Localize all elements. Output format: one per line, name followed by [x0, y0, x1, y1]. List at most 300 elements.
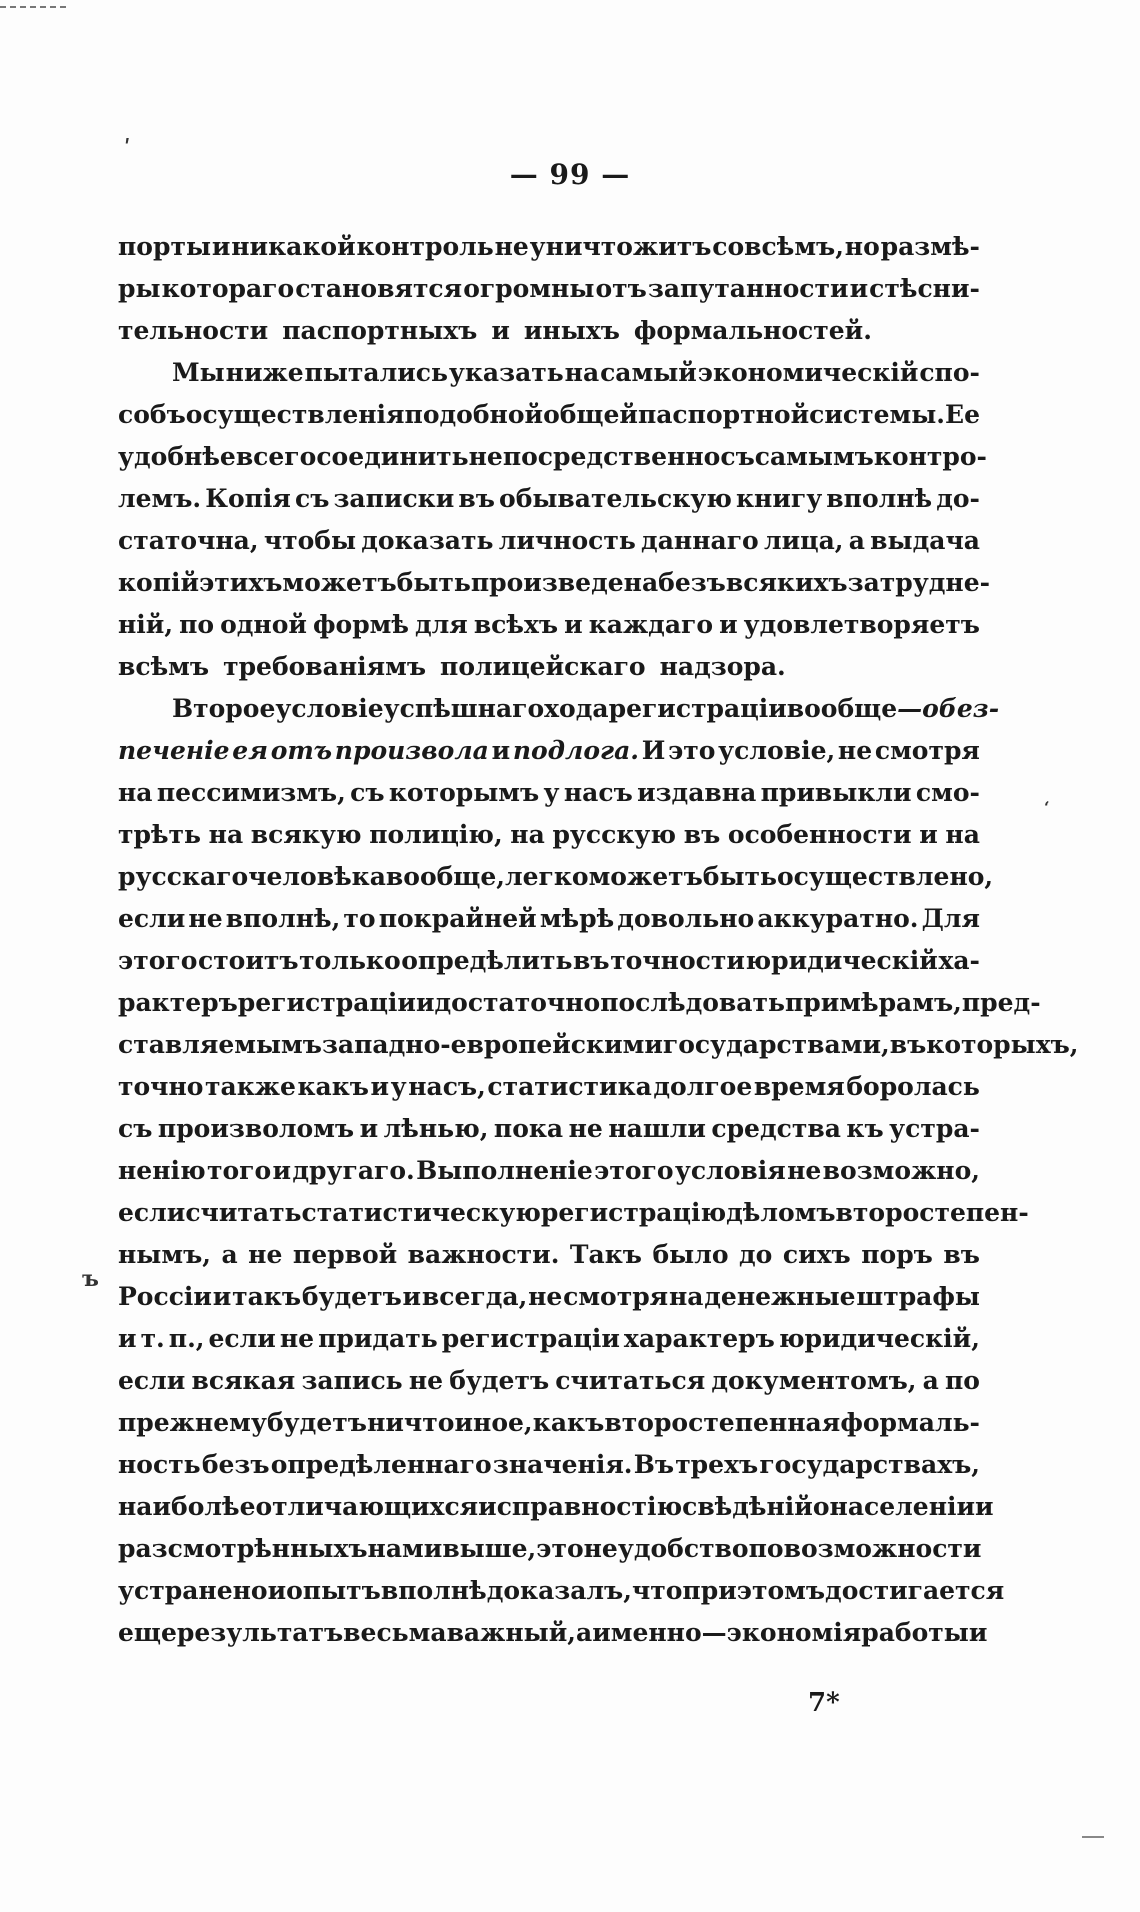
word: всегда, [421, 1282, 528, 1311]
word: пред- [961, 988, 1041, 1017]
word: доказать [361, 526, 494, 555]
word: вполнѣ [826, 484, 933, 513]
word: и [272, 1156, 292, 1185]
word: запись [301, 1366, 403, 1395]
word: соединить [316, 442, 469, 471]
word: регистраціи [441, 1324, 620, 1353]
word: произведена [470, 568, 659, 597]
word: придать [318, 1324, 438, 1353]
word: неудобство [583, 1534, 749, 1563]
word: записки [333, 484, 455, 513]
word: Такъ [569, 1240, 642, 1269]
word: и [267, 1576, 287, 1605]
word: п., [168, 1324, 205, 1353]
word: привыкли [760, 778, 912, 807]
word: насъ [563, 778, 633, 807]
word: полицейскаго [440, 652, 646, 681]
word: отъ [270, 736, 333, 765]
word: ность [118, 1450, 201, 1479]
word: произвола [334, 736, 489, 765]
word: лица, [763, 526, 844, 555]
word: и [118, 1324, 137, 1353]
text-line [118, 856, 994, 898]
word: совсѣмъ, [712, 232, 844, 261]
word: государствахъ, [759, 1450, 980, 1479]
word: такъ [232, 1282, 302, 1311]
word: формаль- [840, 1408, 980, 1437]
word: русскаго [118, 862, 249, 891]
word: и [212, 1282, 232, 1311]
word: результатъ [176, 1618, 344, 1647]
margin-mark: ъ [82, 1266, 99, 1292]
word: этого [594, 1156, 674, 1185]
word: съ [118, 1114, 153, 1143]
word: еще [118, 1618, 177, 1647]
word: произволомъ [157, 1114, 355, 1143]
word: если [118, 1198, 186, 1227]
word: можетъ [282, 568, 397, 597]
text-line [118, 688, 1000, 730]
word: условіе [275, 694, 384, 723]
word: денежные [704, 1282, 856, 1311]
word: на [208, 820, 244, 849]
scan-edge-rule-bottom [1082, 1836, 1104, 1838]
word: контро- [873, 442, 987, 471]
word: покрайней [378, 904, 537, 933]
word: свѣдѣній [682, 1492, 813, 1521]
word: и [849, 274, 869, 303]
word: населеніи [829, 1492, 976, 1521]
word: при [682, 1576, 737, 1605]
word: обывательскую [499, 484, 732, 513]
word: издавна [637, 778, 757, 807]
word: и [359, 1114, 379, 1143]
word: въ [683, 820, 721, 849]
text-line [118, 1360, 980, 1402]
text-line [118, 940, 980, 982]
word: въ [573, 946, 610, 975]
word: полицію, [369, 820, 503, 849]
word: устра- [889, 1114, 980, 1143]
word: наиболѣе [118, 1492, 256, 1521]
word: Въ [633, 1450, 674, 1479]
word: не [279, 1324, 315, 1353]
text-line [118, 478, 980, 520]
word: до [739, 1240, 773, 1269]
word: вообще, [385, 862, 505, 891]
text-line [118, 814, 980, 856]
word: у [543, 778, 560, 807]
word: юридическій, [778, 1324, 980, 1353]
word: паспортныхъ [282, 316, 478, 345]
word: и [564, 610, 583, 639]
word: возможно, [822, 1156, 980, 1185]
word: средства [711, 1114, 841, 1143]
word: непосредственно [468, 442, 721, 471]
word: а [221, 1240, 238, 1269]
text-line [118, 1150, 980, 1192]
text-line [118, 1486, 994, 1528]
word: самымъ [754, 442, 874, 471]
word: которыхъ, [926, 1030, 1079, 1059]
word: хода [544, 694, 609, 723]
word: этого [118, 946, 198, 975]
word: огромны [463, 274, 595, 303]
text-line [118, 1318, 980, 1360]
word: Для [921, 904, 980, 933]
word: это [668, 736, 716, 765]
text-line [118, 1402, 980, 1444]
word: смотря [563, 1282, 669, 1311]
word: документомъ, [711, 1366, 917, 1395]
word: копій [118, 568, 200, 597]
word: о [812, 1492, 830, 1521]
word: и [491, 316, 510, 345]
word: всякую [250, 820, 362, 849]
word: ниже [225, 358, 304, 387]
text-line [118, 226, 980, 268]
body-text [118, 226, 1079, 1654]
word: штрафы [856, 1282, 980, 1311]
word: и [975, 1492, 994, 1521]
word: Выполненіе [416, 1156, 593, 1185]
word: къ [846, 1114, 884, 1143]
word: удобнѣе [118, 442, 236, 471]
word: насъ, [408, 1072, 486, 1101]
margin-speck: ʻ [1044, 798, 1050, 817]
word: того [206, 1156, 272, 1185]
word: и [211, 232, 231, 261]
word: и [491, 736, 511, 765]
word: человѣка [248, 862, 386, 891]
word: опытъ [286, 1576, 381, 1605]
word: подлога. [512, 736, 639, 765]
word: если [118, 904, 186, 933]
text-line [118, 1024, 1079, 1066]
word: этомъ [736, 1576, 826, 1605]
word: стѣсни- [869, 274, 980, 303]
word: всѣхъ [473, 610, 559, 639]
word: и [415, 988, 435, 1017]
word: опредѣлить [401, 946, 573, 975]
text-line [118, 1570, 1005, 1612]
word: ры [118, 274, 161, 303]
word: —обез- [897, 694, 1000, 723]
word: лѣнью, [383, 1114, 489, 1143]
word: именно—экономія [592, 1618, 862, 1647]
word: стоитъ [197, 946, 299, 975]
text-line [118, 394, 980, 436]
word: время [753, 1072, 845, 1101]
word: Мы [172, 358, 225, 387]
word: важный, [446, 1618, 576, 1647]
word: контроль [356, 232, 494, 261]
word: и [719, 610, 738, 639]
word: будетъ [301, 1282, 402, 1311]
word: рактеръ [118, 988, 238, 1017]
word: для [415, 610, 468, 639]
word: можетъ [588, 862, 703, 891]
text-line [118, 730, 980, 772]
word: государствами, [662, 1030, 890, 1059]
text-line [118, 1276, 980, 1318]
word: не [787, 1156, 822, 1185]
word: опредѣленнаго [270, 1450, 492, 1479]
word: послѣдовать [600, 988, 785, 1017]
word: устранено [118, 1576, 268, 1605]
word: порты [118, 232, 212, 261]
word: котораго [161, 274, 295, 303]
word: трехъ [675, 1450, 759, 1479]
word: ха- [938, 946, 980, 975]
word: формѣ [312, 610, 409, 639]
word: собъ [118, 400, 186, 429]
word: печеніе [118, 736, 230, 765]
word: ничто [367, 1408, 455, 1437]
word: Россіи [118, 1282, 212, 1311]
word: это [536, 1534, 584, 1563]
text-line [118, 1066, 980, 1108]
word: никакой [231, 232, 356, 261]
word: вполнѣ, [225, 904, 341, 933]
word: съ [350, 778, 385, 807]
word: первой [292, 1240, 398, 1269]
word: статистика [487, 1072, 652, 1101]
word: мѣрѣ [539, 904, 615, 933]
word: на [510, 820, 545, 849]
word: западно-европейскими [321, 1030, 663, 1059]
word: юридическій [745, 946, 938, 975]
word: и [919, 820, 938, 849]
word: характеръ [623, 1324, 775, 1353]
word: на [118, 778, 153, 807]
text-line [118, 604, 980, 646]
word: И [641, 736, 666, 765]
text-line [118, 520, 980, 562]
word: личность [498, 526, 636, 555]
word: Второе [172, 694, 276, 723]
word: всякая [191, 1366, 296, 1395]
word: не [188, 904, 223, 933]
word: выше, [442, 1534, 537, 1563]
word: а [575, 1618, 593, 1647]
word: осуществленія [185, 400, 405, 429]
text-line [118, 982, 1041, 1024]
text-line [118, 436, 987, 478]
word: лемъ. [118, 484, 202, 513]
text-line [118, 310, 980, 352]
word: достаточно [434, 988, 601, 1017]
word: дѣломъ [726, 1198, 836, 1227]
word: чтобы [263, 526, 357, 555]
word: будетъ [449, 1366, 550, 1395]
word: что [631, 1576, 683, 1605]
word: не [837, 736, 873, 765]
word: регистраціи [608, 694, 787, 723]
word: смотря [874, 736, 980, 765]
word: не [528, 1282, 563, 1311]
word: точности [610, 946, 745, 975]
word: нымъ, [118, 1240, 211, 1269]
word: трѣть [118, 820, 202, 849]
word: какъ [532, 1408, 605, 1437]
word: паспортной [637, 400, 810, 429]
word: безъ [658, 568, 726, 597]
word: выдача [870, 526, 980, 555]
word: весьма [343, 1618, 447, 1647]
text-line [118, 898, 980, 940]
word: успѣшнаго [383, 694, 545, 723]
word: надзора. [659, 652, 786, 681]
word: отличающихся [255, 1492, 479, 1521]
word: не [408, 1366, 444, 1395]
word: только [299, 946, 401, 975]
word: по [748, 1534, 784, 1563]
text-line [118, 1444, 980, 1486]
word: было [652, 1240, 729, 1269]
word: по [179, 610, 215, 639]
word: этихъ [199, 568, 283, 597]
word: боролась [846, 1072, 980, 1101]
text-line [118, 772, 980, 814]
word: безъ [201, 1450, 270, 1479]
text-line [118, 1612, 988, 1654]
word: ненію [118, 1156, 206, 1185]
word: и [402, 1282, 422, 1311]
word: исправностію [478, 1492, 683, 1521]
word: удовлетворяетъ [743, 610, 980, 639]
word: статистическую [301, 1198, 541, 1227]
word: общей [543, 400, 638, 429]
word: затрудне- [847, 568, 990, 597]
word: иное, [454, 1408, 533, 1437]
word: въ [889, 1030, 927, 1059]
word: тельности [118, 316, 269, 345]
word: значенія. [492, 1450, 633, 1479]
word: условія [674, 1156, 786, 1185]
word: размѣ- [880, 232, 980, 261]
word: условіе, [718, 736, 836, 765]
word: пессимизмъ, [156, 778, 346, 807]
word: и [370, 1072, 390, 1101]
word: становятся [295, 274, 463, 303]
word: а [922, 1366, 939, 1395]
word: требованіямъ [223, 652, 427, 681]
word: быть [396, 568, 471, 597]
word: въ [943, 1240, 980, 1269]
word: указать [448, 358, 564, 387]
word: какъ [297, 1072, 369, 1101]
text-line [118, 1234, 980, 1276]
word: второстепенная [604, 1408, 841, 1437]
word: разсмотрѣнныхъ [118, 1534, 368, 1563]
word: русскую [552, 820, 677, 849]
word: Копія [205, 484, 291, 513]
word: поръ [861, 1240, 933, 1269]
word: но [844, 232, 880, 261]
word: не [248, 1240, 283, 1269]
word: важности. [407, 1240, 560, 1269]
word: особенности [727, 820, 912, 849]
word: смо- [915, 778, 980, 807]
word: регистраціи [237, 988, 416, 1017]
word: всѣмъ [118, 652, 210, 681]
word: подобной [404, 400, 544, 429]
word: вполнѣ [380, 1576, 487, 1605]
word: всякихъ [725, 568, 848, 597]
word: статочна, [118, 526, 259, 555]
word: прежнему [118, 1408, 267, 1437]
word: также [205, 1072, 296, 1101]
signature-mark: 7* [808, 1688, 840, 1718]
word: примѣрамъ, [784, 988, 962, 1017]
text-line [118, 352, 980, 394]
word: быть [702, 862, 777, 891]
word: на [668, 1282, 704, 1311]
text-line [118, 562, 990, 604]
word: не [568, 1114, 603, 1143]
word: самый [600, 358, 697, 387]
word: будетъ [267, 1408, 367, 1437]
word: системы. [809, 400, 946, 429]
word: а [848, 526, 865, 555]
word: осуществлено, [776, 862, 994, 891]
word: работы [861, 1618, 969, 1647]
word: по [945, 1366, 980, 1395]
word: экономическій [697, 358, 919, 387]
word: запутанности [647, 274, 849, 303]
word: не [494, 232, 529, 261]
scan-edge-rule [0, 6, 66, 8]
word: даннаго [641, 526, 759, 555]
word: на [564, 358, 600, 387]
word: ставляемымъ [118, 1030, 322, 1059]
text-line [118, 268, 980, 310]
text-line [118, 1192, 1029, 1234]
text-line [118, 1528, 980, 1570]
word: на [945, 820, 980, 849]
word: доказалъ, [486, 1576, 632, 1605]
word: долгое [653, 1072, 753, 1101]
word: вообще [786, 694, 898, 723]
word: ній, [118, 610, 174, 639]
word: уничтожитъ [529, 232, 712, 261]
ink-speck: ʹ [124, 136, 131, 162]
word: иныхъ [523, 316, 620, 345]
word: нашли [608, 1114, 706, 1143]
word: Ее [945, 400, 980, 429]
word: второстепен- [835, 1198, 1029, 1227]
word: отъ [595, 274, 647, 303]
word: возможности [783, 1534, 982, 1563]
word: книгу [735, 484, 823, 513]
word: въ [458, 484, 495, 513]
word: всего [235, 442, 317, 471]
text-line [118, 646, 980, 688]
word: считаться [555, 1366, 706, 1395]
word: съ [720, 442, 755, 471]
word: достигается [825, 1576, 1005, 1605]
word: точно [118, 1072, 204, 1101]
word: у [390, 1072, 407, 1101]
word: спо- [919, 358, 980, 387]
word: другаго. [292, 1156, 415, 1185]
word: считать [185, 1198, 302, 1227]
word: формальностей. [633, 316, 872, 345]
word: до- [936, 484, 980, 513]
word: пытались [304, 358, 448, 387]
text-line [118, 1108, 980, 1150]
